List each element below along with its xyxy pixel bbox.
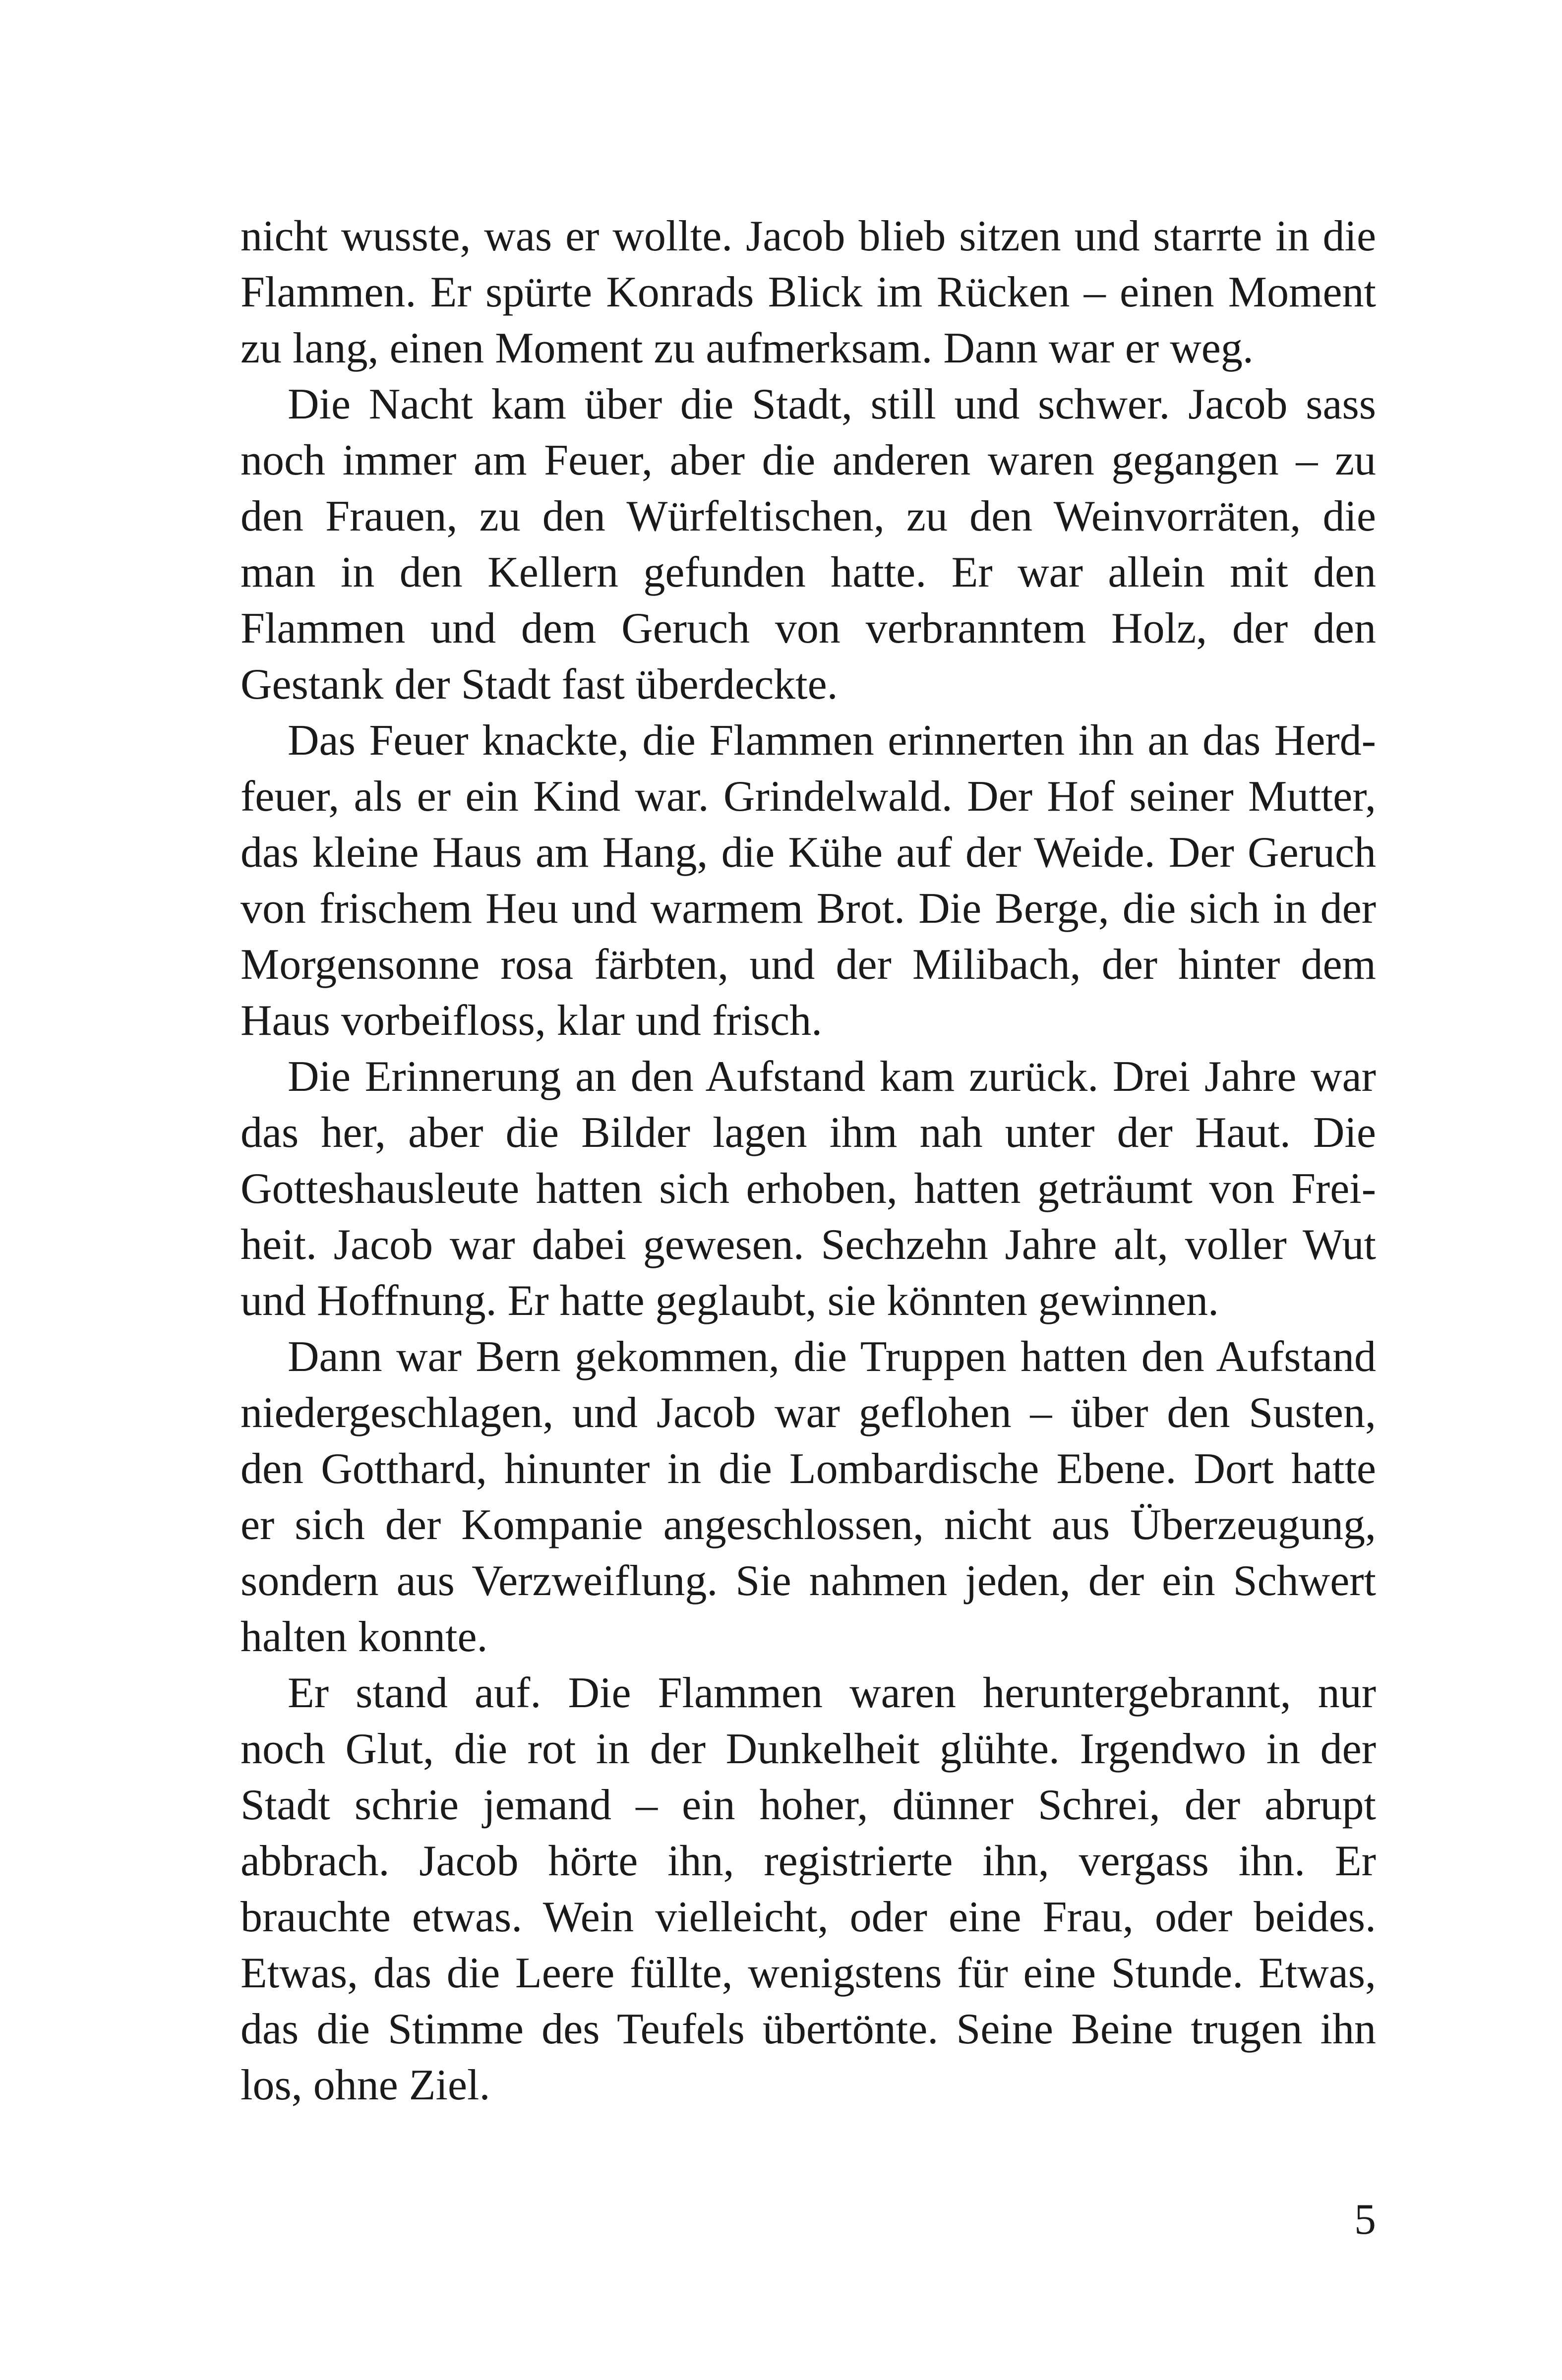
- text-line: heit. Jacob war dabei gewesen. Sechzehn Jahre alt, voller Wut: [240, 1221, 1376, 1269]
- body-text: [240, 208, 1376, 2113]
- text-line: den Gotthard, hinunter in die Lombardische Ebene. Dort hatte: [240, 1445, 1376, 1493]
- text-line: Flammen. Er spürte Konrads Blick im Rücken – einen Moment: [240, 268, 1376, 316]
- text-line: los, ohne Ziel.: [240, 2061, 490, 2109]
- text-line: das die Stimme des Teufels übertönte. Seine Beine trugen ihn: [240, 2005, 1376, 2053]
- text-line: Die Nacht kam über die Stadt, still und schwer. Jacob sass: [288, 380, 1376, 428]
- text-line: Er stand auf. Die Flammen waren heruntergebrannt, nur: [288, 1669, 1376, 1717]
- text-line: er sich der Kompanie angeschlossen, nicht aus Überzeugung,: [240, 1501, 1376, 1549]
- text-line: nicht wusste, was er wollte. Jacob blieb sitzen und starrte in die: [240, 212, 1376, 260]
- text-line: zu lang, einen Moment zu aufmerksam. Dann war er weg.: [240, 324, 1254, 372]
- text-line: das kleine Haus am Hang, die Kühe auf der Weide. Der Geruch: [240, 829, 1376, 877]
- text-line: Stadt schrie jemand – ein hoher, dünner Schrei, der abrupt: [240, 1781, 1376, 1829]
- text-line: halten konnte.: [240, 1613, 488, 1661]
- text-line: abbrach. Jacob hörte ihn, registrierte ihn, vergass ihn. Er: [240, 1837, 1376, 1885]
- page-number: 5: [1354, 2196, 1376, 2244]
- text-line: sondern aus Verzweiflung. Sie nahmen jeden, der ein Schwert: [240, 1557, 1376, 1605]
- text-line: Gotteshausleute hatten sich erhoben, hatten geträumt von Frei-: [240, 1165, 1376, 1213]
- text-line: niedergeschlagen, und Jacob war geflohen – über den Susten,: [240, 1389, 1376, 1437]
- text-line: den Frauen, zu den Würfeltischen, zu den Weinvorräten, die: [240, 492, 1376, 540]
- text-line: noch Glut, die rot in der Dunkelheit glühte. Irgendwo in der: [240, 1725, 1376, 1773]
- text-line: Das Feuer knackte, die Flammen erinnerten ihn an das Herd-: [288, 716, 1376, 765]
- text-line: Morgensonne rosa färbten, und der Milibach, der hinter dem: [240, 941, 1376, 989]
- text-line: Dann war Bern gekommen, die Truppen hatten den Aufstand: [288, 1333, 1376, 1381]
- text-line: Die Erinnerung an den Aufstand kam zurück. Drei Jahre war: [288, 1053, 1376, 1101]
- text-line: von frischem Heu und warmem Brot. Die Berge, die sich in der: [240, 885, 1376, 933]
- text-line: Etwas, das die Leere füllte, wenigstens für eine Stunde. Etwas,: [240, 1949, 1376, 1997]
- text-line: Flammen und dem Geruch von verbranntem Holz, der den: [240, 604, 1376, 653]
- text-line: Gestank der Stadt fast überdeckte.: [240, 660, 838, 709]
- text-line: feuer, als er ein Kind war. Grindelwald. Der Hof seiner Mutter,: [240, 773, 1376, 821]
- text-line: brauchte etwas. Wein vielleicht, oder eine Frau, oder beides.: [240, 1893, 1376, 1941]
- text-line: noch immer am Feuer, aber die anderen waren gegangen – zu: [240, 436, 1376, 484]
- text-line: man in den Kellern gefunden hatte. Er war allein mit den: [240, 548, 1376, 596]
- text-line: Haus vorbeifloss, klar und frisch.: [240, 997, 823, 1045]
- text-line: und Hoffnung. Er hatte geglaubt, sie könnten gewinnen.: [240, 1277, 1219, 1325]
- text-line: das her, aber die Bilder lagen ihm nah unter der Haut. Die: [240, 1109, 1376, 1157]
